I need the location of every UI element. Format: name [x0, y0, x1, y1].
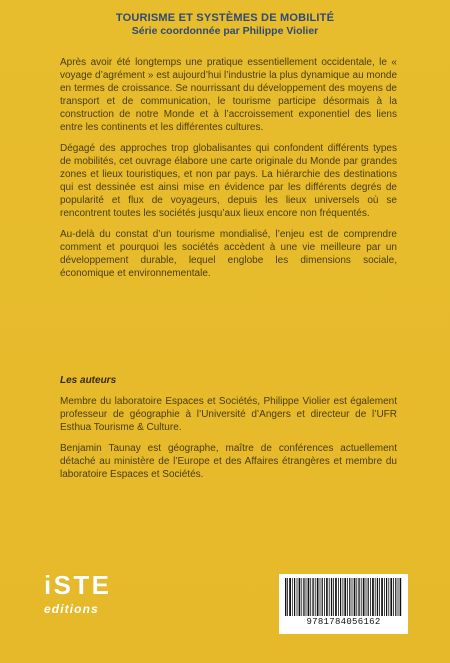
authors-section: [60, 374, 397, 489]
logo-letter-s: S: [53, 570, 71, 600]
series-title: TOURISME ET SYSTÈMES DE MOBILITÉ: [115, 12, 335, 24]
description-section: [60, 56, 397, 288]
series-subtitle: Série coordonnée par Philippe Violier: [131, 25, 319, 37]
logo-letter-t: T: [73, 570, 89, 600]
publisher-logo-mark: [44, 572, 146, 598]
publisher-name: editions: [44, 602, 99, 616]
publisher-logo: [44, 572, 146, 632]
author-paragraph-2: Benjamin Taunay est géographe, maître de conférences actuellement détaché au ministère de l’Europe et des Affaires étrangères et membre du laboratoire Espaces et Sociétés.: [60, 443, 397, 480]
logo-letter-e: E: [91, 570, 109, 600]
authors-heading: Les auteurs: [60, 375, 117, 386]
barcode-graphic: [285, 578, 402, 616]
description-paragraph-1: Après avoir été longtemps une pratique essentiellement occidentale, le « voyage d’agrément » est aujourd’hui l’industrie la plus dynamique au monde en termes de croissance. Se nourrissant du développement des moyens de transport et de communication, le tourisme participe désormais à la construction de notre Monde et à l’accroissement exponentiel des liens entre les continents et les différentes cultures.: [60, 57, 397, 133]
isbn-number: 9781784056162: [306, 617, 381, 627]
logo-letter-i: i: [44, 570, 51, 600]
description-paragraph-2: Dégagé des approches trop globalisantes qui confondent différents types de mobilités, cet ouvrage élabore une carte originale du Monde par grandes zones et lieux touristiques, et non par pays. La hiérarchie des destinations qui est dessinée est ainsi mise en évidence par les différents degrés de popularité et flux de voyageurs, depuis les lieux universels où se rencontrent toutes les sociétés jusqu’aux lieux encore non fréquentés.: [60, 143, 397, 219]
author-paragraph-1: Membre du laboratoire Espaces et Sociétés, Philippe Violier est également professeur de géographie à l’Université d’Angers et directeur de l’UFR Esthua Tourisme & Culture.: [60, 396, 397, 433]
description-paragraph-3: Au-delà du constat d’un tourisme mondialisé, l’enjeu est de comprendre comment et pourquoi les sociétés accèdent à une vie meilleure par un développement durable, lequel englobe les dimensions sociale, économique et environnementale.: [60, 229, 397, 279]
isbn-barcode: [279, 574, 408, 634]
